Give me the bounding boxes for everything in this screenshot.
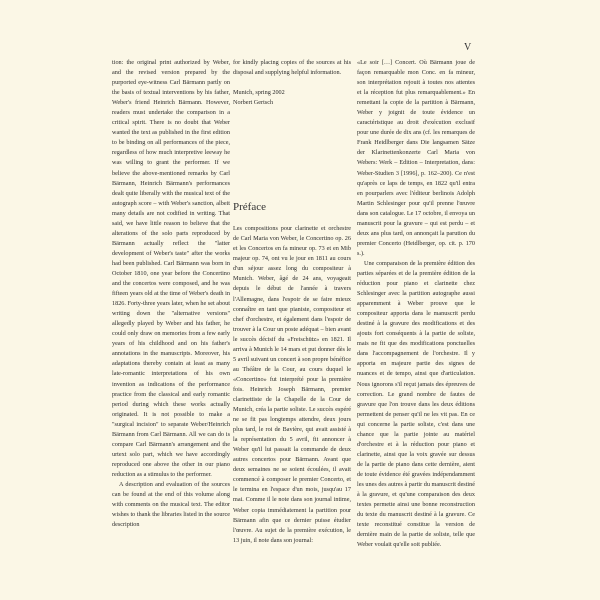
paragraph: Une comparaison de la première édition des parties séparées et de la première édition de la réduction pour piano et clarinette chez Schlesinger avec la partition autographe aussi apparemment à Weber prouve que le compositeur apporta dans le manuscrit perdu destiné à la gravure des modifications et des ajouts fort conséquents à la partie de soliste, mais ne fit que des modifications ponctuelles dans l'accompagnement de l'orchestre. Il y apporta en majeure partie des signes de nuances et de tempo, ainsi que d'articulation. Nous ignorons s'il reçut jamais des épreuves de correction. Le grand nombre de fautes de gravure que l'on trouve dans les deux éditions permettent de penser qu'il ne les vit pas. En ce qui concerne la partie soliste, c'est dans une chance que la partie jointe au matériel d'orchestre et à la réduction pour piano et clarinette, ainsi que la voix gravée sur dessus de la partie de piano dans cette dernière, aient de toute évidence été gravées indépendamment les unes des autres à partir du manuscrit destiné à la gravure, et qu'une comparaison des deux textes permette ainsi une bonne reconstruction du texte du manuscrit destiné à la gravure. Ce texte reconstitué constitue la version de dernière main de la partie de soliste, telle que Weber voulait qu'elle soit publiée. [357,259,475,549]
paragraph: «Le soir […] Concert. Où Bärmann joue de façon remarquable mon Conc. en fa mineur, son interprétation rejouit à toutes nos attentes et la réception fut plus remarquablement.» En remettant la copie de la partition à Bärmann, Weber y joignit de toute évidence un caractéristique au droit d'exécution exclusif pour une durée de dix ans (cf. les remarques de Frank Heidlberger dans Die langsamen Sätze der Klarinettenkonzerte Carl Maria von Webers: Werk – Edition – Interpretation, dans: Weber-Studien 3 [1996], p. 162–200). Ce n'est qu'après ce laps de temps, en 1822 qu'il entra en pourparlers avec l'éditeur berlinois Adolph Martin Schlesinger pour qu'il prenne l'œuvre dans son catalogue. Le 17 octobre, il envoya un manuscrit pour la gravure – qui est perdu – et deux ans plus tard, on annonçait la parution du premier Concerto (Heidlberger, op. cit. p. 170 s.). [357,59,475,257]
paragraph: A description and evaluation of the sources can be found at the end of this volume along with comments on the musical text. The editor wishes to thank the libraries listed in the source description [112,480,230,529]
text-column-1 [112,58,230,530]
text-column-2 [233,58,351,546]
paragraph: for kindly placing copies of the sources at his disposal and supplying helpful information. [233,59,351,77]
paragraph: tion: the original print authorized by Weber, and the revised version prepared by the purported eye-witness Carl Bärmann partly on the basis of textual interventions by his father, Weber's friend Heinrich Bärmann. However, readers must undertake the comparison in a critical spirit. There is no doubt that Weber wanted the text as published in the first edition to be binding on all performances of the piece, regardless of how much interpretive leeway he was willing to grant the performer. If we believe the above-mentioned remarks by Carl Bärmann, Heinrich Bärmann's performances dealt quite liberally with the musical text of the autograph score – with Weber's sanction, albeit many details are not codified in writing. That said, we have little reason to believe that the alterations of the solo parts reproduced by Bärmann actually reflect the "latter development of Weber's taste" after the works had been published. Carl Bärmann was born in October 1810, one year before the Concertino and the concertos were composed, and he was fifteen years old at the time of Weber's death in 1826. Forty-three years later, when he set about writing down the "alternative versions" allegedly played by Weber and his father, he could only draw on memories from a few early years of his childhood and on his father's annotations in the manuscripts. Moreover, his adaptations thereby contain at least as many late-romantic interpretations of his own invention as indications of the performance practice from the classical and early romantic period during which these works actually originated. It is not possible to make a "surgical incision" to separate Weber/Heinrich Bärmann from Carl Bärmann. All we can do is compare Carl Bärmann's arrangement and the urtext solo part, which we have accordingly reproduced one above the other in our piano reduction as a stimulus to the performer. [112,59,230,478]
text-column-3 [357,58,475,550]
paragraph: Les compositions pour clarinette et orchestre de Carl Maria von Weber, le Concertino op. 26 et les Concertos en fa mineur op. 73 et en Mib majeur op. 74, ont vu le jour en 1811 au cours d'un séjour assez long du compositeur à Munich. Weber, âgé de 24 ans, voyageait depuis le début de l'année à travers l'Allemagne, dans l'espoir de se faire mieux connaître en tant que pianiste, compositeur et chef d'orchestre, et également dans l'espoir de trouver à la Cour un poste adéquat – bien avant le succès décisif du «Freischütz» en 1821. Il arriva à Munich le 14 mars et put donner dès le 5 avril suivant un concert à son propre bénéfice au Théâtre de la Cour, au cours duquel le «Concertino» fut interprété pour la première fois. Heinrich Joseph Bärmann, premier clarinettiste de la Chapelle de la Cour de Munich, créa la partie soliste. Le succès espéré ne se fit pas longtemps attendre, deux jours plus tard, le roi de Bavière, qui avait assisté à la représentation du 5 avril, fit annoncer à Weber qu'il lui passait la commande de deux autres concertos pour Bärmann. Avant que deux semaines ne se soient écoulées, il avait commencé à composer le premier Concerto, et le termina en l'espace d'un mois, jusqu'au 17 mai. Comme il le note dans son journal intime, Weber copia immédiatement la partition pour Bärmann afin que ce dernier puisse étudier l'œuvre. Au sujet de la première exécution, le 13 juin, il note dans son journal: [233,225,351,544]
author-name: Norbert Gertsch [233,99,274,107]
place-date: Munich, spring 2002 [233,89,285,97]
section-heading: Préface [233,201,266,214]
page-number: V [464,42,472,53]
